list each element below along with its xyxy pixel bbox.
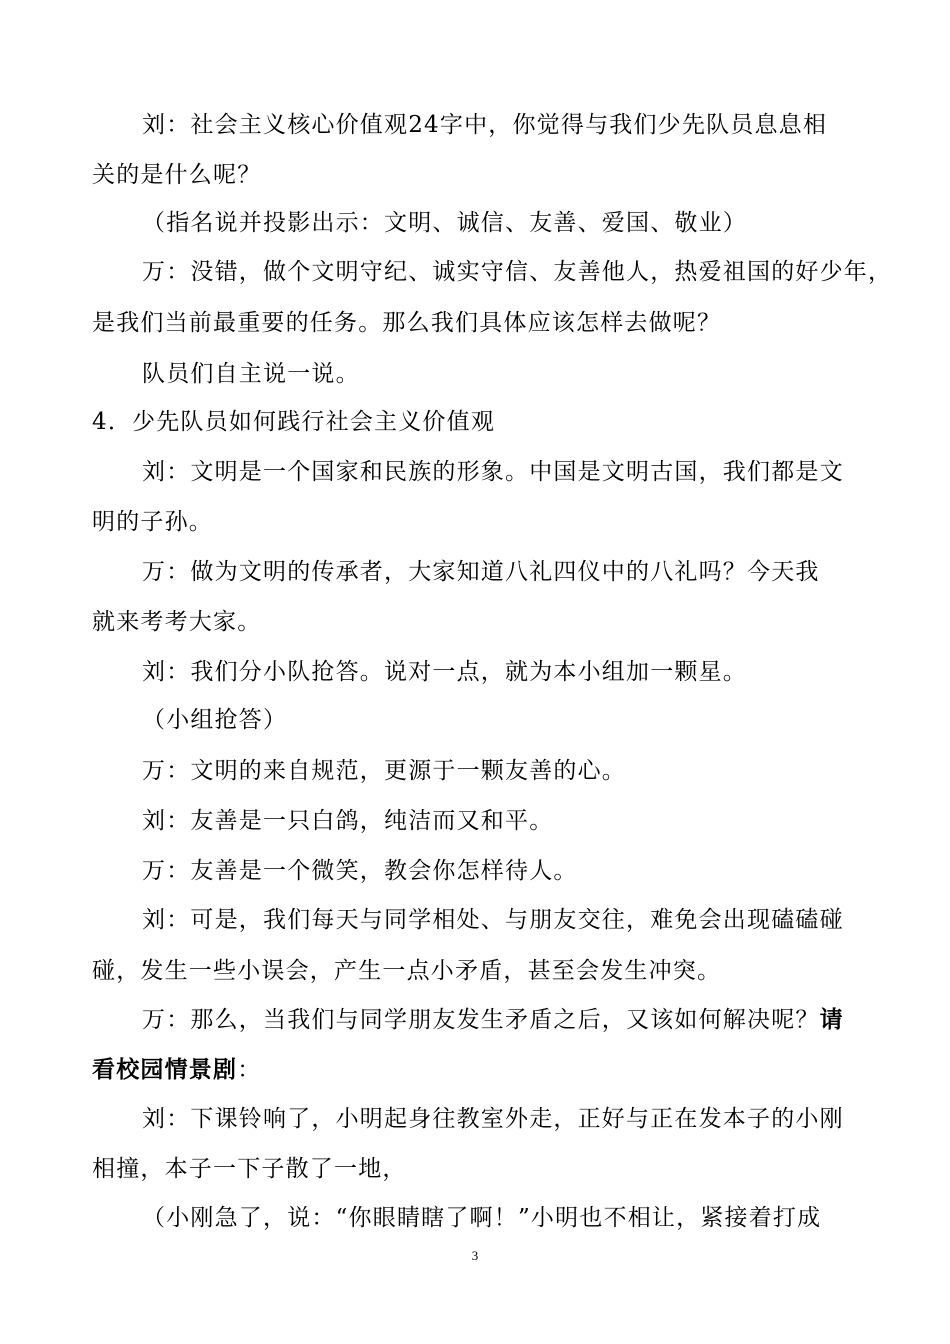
- text-line: 明的子孙。: [92, 509, 213, 535]
- text-line: 刘：文明是一个国家和民族的形象。中国是文明古国，我们都是文: [142, 459, 844, 485]
- text-line: 关的是什么呢？: [92, 162, 262, 188]
- text-line: 碰，发生一些小误会，产生一点小矛盾，甚至会发生冲突。: [92, 958, 722, 984]
- text-line: 是我们当前最重要的任务。那么我们具体应该怎样去做呢？: [92, 310, 722, 336]
- page-number: 3: [471, 1248, 479, 1263]
- text-line: 刘：我们分小队抢答。说对一点，就为本小组加一颗星。: [142, 659, 747, 685]
- text-line: 就来考考大家。: [92, 609, 262, 635]
- text-line: （指名说并投影出示：文明、诚信、友善、爱国、敬业）: [142, 210, 747, 236]
- text-line: 万：没错，做个文明守纪、诚实守信、友善他人，热爱祖国的好少年，: [142, 259, 893, 285]
- text-line: 刘：友善是一只白鸽，纯洁而又和平。: [142, 808, 554, 834]
- text-line: 万：友善是一个微笑，教会你怎样待人。: [142, 858, 578, 884]
- text-line: 刘：可是，我们每天与同学相处、与朋友交往，难免会出现磕磕碰: [142, 907, 844, 933]
- text-line: 相撞，本子一下子散了一地，: [92, 1156, 407, 1182]
- text-line: 队员们自主说一说。: [142, 361, 360, 387]
- bold-text-run: 请: [819, 1006, 844, 1033]
- text-line: 刘：社会主义核心价值观24字中，你觉得与我们少先队员息息相: [142, 112, 828, 138]
- text-line: （小组抢答）: [142, 707, 288, 733]
- bold-text-line: [92, 1055, 862, 1085]
- section-heading: 4．少先队员如何践行社会主义价值观: [92, 409, 496, 435]
- text-line: [142, 1005, 862, 1035]
- text-line: 刘：下课铃响了，小明起身往教室外走，正好与正在发本子的小刚: [142, 1106, 844, 1132]
- colon-text: ：: [237, 1057, 262, 1083]
- text-line: （小刚急了，说：“你眼睛瞎了啊！”小明也不相让，紧接着打成: [142, 1205, 822, 1231]
- bold-text-run: 看校园情景剧: [92, 1056, 238, 1083]
- text-line: 万：文明的来自规范，更源于一颗友善的心。: [142, 758, 626, 784]
- text-line: 万：做为文明的传承者，大家知道八礼四仪中的八礼吗？今天我: [142, 559, 820, 585]
- text-run: 万：那么，当我们与同学朋友发生矛盾之后，又该如何解决呢？: [142, 1007, 820, 1033]
